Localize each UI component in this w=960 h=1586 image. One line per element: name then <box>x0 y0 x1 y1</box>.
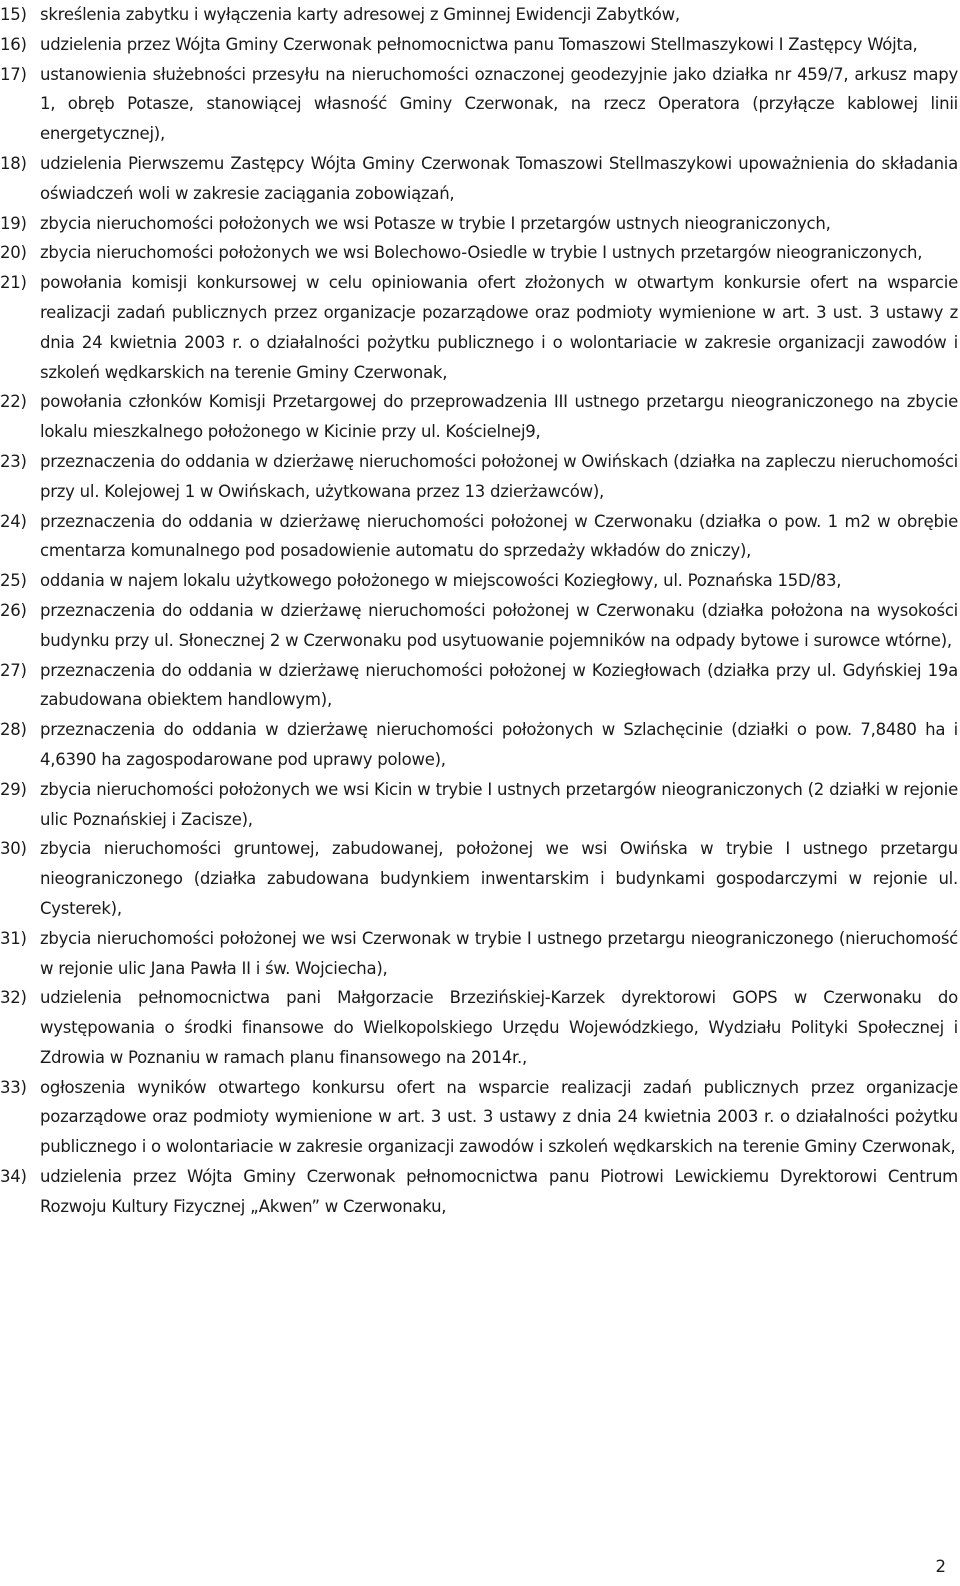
item-number: 28) <box>0 720 27 740</box>
item-text: zbycia nieruchomości położonych we wsi Kicin w trybie I ustnych przetargów nieograniczonych (2 działki w rejonie ulic Poznańskiej i Zacisze), <box>40 779 958 829</box>
list-item <box>0 715 958 775</box>
list-item <box>0 238 958 268</box>
item-text: zbycia nieruchomości położonych we wsi Potasze w trybie I przetargów ustnych nieograniczonych, <box>40 213 831 233</box>
item-number: 33) <box>0 1077 27 1097</box>
item-number: 27) <box>0 660 27 680</box>
list-item <box>0 447 958 507</box>
item-text: skreślenia zabytku i wyłączenia karty adresowej z Gminnej Ewidencji Zabytków, <box>40 5 680 24</box>
list-item <box>0 1073 958 1162</box>
item-text: udzielenia Pierwszemu Zastępcy Wójta Gminy Czerwonak Tomaszowi Stellmaszykowi upoważnienia do składania oświadczeń woli w zakresie zaciągania zobowiązań, <box>40 153 958 203</box>
list-item <box>0 924 958 984</box>
list-item <box>0 209 958 239</box>
list-item <box>0 30 958 60</box>
item-text: udzielenia pełnomocnictwa pani Małgorzacie Brzezińskiej-Karzek dyrektorowi GOPS w Czerwonaku do występowania o środki finansowe do Wielkopolskiego Urzędu Wojewódzkiego, Wydziału Polityki Społecznej i Zdrowia w Poznaniu w ramach planu finansowego na 2014r., <box>40 988 958 1067</box>
item-text: ustanowienia służebności przesyłu na nieruchomości oznaczonej geodezyjnie jako działka nr 459/7, arkusz mapy 1, obręb Potasze, stanowiącej własność Gminy Czerwonak, na rzecz Operatora (przyłącze kablowej linii energetycznej), <box>40 64 958 144</box>
item-text: zbycia nieruchomości położonej we wsi Czerwonak w trybie I ustnego przetargu nieograniczonego (nieruchomość w rejonie ulic Jana Pawła II i św. Wojciecha), <box>40 928 958 978</box>
list-item <box>0 834 958 923</box>
item-number: 23) <box>0 451 27 471</box>
item-text: zbycia nieruchomości położonych we wsi Bolechowo-Osiedle w trybie I ustnych przetargów nieograniczonych, <box>40 243 923 263</box>
list-item <box>0 268 958 387</box>
item-number: 32) <box>0 988 27 1008</box>
list-item <box>0 1162 958 1222</box>
item-number: 25) <box>0 571 27 591</box>
list-item <box>0 596 958 656</box>
item-text: przeznaczenia do oddania w dzierżawę nieruchomości położonej w Koziegłowach (działka przy ul. Gdyńskiej 19a zabudowana obiektem handlowym), <box>40 660 958 710</box>
item-text: przeznaczenia do oddania w dzierżawę nieruchomości położonej w Czerwonaku (działka położona na wysokości budynku przy ul. Słonecznej 2 w Czerwonaku pod usytuowanie pojemników na odpady bytowe i surowce wtórne), <box>40 600 958 650</box>
item-number: 22) <box>0 392 27 412</box>
item-number: 31) <box>0 928 27 948</box>
item-text: oddania w najem lokalu użytkowego położonego w miejscowości Koziegłowy, ul. Poznańska 15D/83, <box>40 571 842 591</box>
item-number: 20) <box>0 243 27 263</box>
item-number: 29) <box>0 779 27 799</box>
item-number: 34) <box>0 1167 27 1187</box>
item-number: 16) <box>0 34 27 54</box>
list-item <box>0 566 958 596</box>
item-text: przeznaczenia do oddania w dzierżawę nieruchomości położonych w Szlachęcinie (działki o pow. 7,8480 ha i 4,6390 ha zagospodarowane pod uprawy polowe), <box>40 720 958 769</box>
list-item <box>0 656 958 716</box>
item-number: 26) <box>0 600 27 620</box>
item-text: przeznaczenia do oddania w dzierżawę nieruchomości położonej w Owińskach (działka na zapleczu nieruchomości przy ul. Kolejowej 1 w Owińskach, użytkowana przez 13 dzierżawców), <box>40 451 958 501</box>
list-item <box>0 507 958 567</box>
item-number: 15) <box>0 5 27 24</box>
item-number: 21) <box>0 273 27 293</box>
item-number: 17) <box>0 64 27 84</box>
item-text: ogłoszenia wyników otwartego konkursu ofert na wsparcie realizacji zadań publicznych przez organizacje pozarządowe oraz podmioty wymienione w art. 3 ust. 3 ustawy z dnia 24 kwietnia 2003 r. o działalności pożytku publicznego i o wolontariacie w zakresie organizacji zawodów i szkoleń wędkarskich na terenie Gminy Czerwonak, <box>40 1077 958 1157</box>
list-item <box>0 983 958 1072</box>
list-item <box>0 149 958 209</box>
list-item <box>0 0 958 30</box>
item-text: zbycia nieruchomości gruntowej, zabudowanej, położonej we wsi Owińska w trybie I ustnego przetargu nieograniczonego (działka zabudowana budynkiem inwentarskim i budynkami gospodarczymi w rejonie ul. Cysterek), <box>40 839 958 918</box>
list-item <box>0 775 958 835</box>
item-number: 30) <box>0 839 27 859</box>
item-text: powołania członków Komisji Przetargowej do przeprowadzenia III ustnego przetargu nieograniczonego na zbycie lokalu mieszkalnego położonego w Kicinie przy ul. Kościelnej9, <box>40 392 958 442</box>
item-number: 24) <box>0 511 27 531</box>
item-text: powołania komisji konkursowej w celu opiniowania ofert złożonych w otwartym konkursie ofert na wsparcie realizacji zadań publicznych przez organizacje pozarządowe oraz podmioty wymienione w art. 3 ust. 3 ustawy z dnia 24 kwietnia 2003 r. o działalności pożytku publicznego i o wolontariacie w zakresie organizacji zawodów i szkoleń wędkarskich na terenie Gminy Czerwonak, <box>40 273 958 382</box>
list-item <box>0 387 958 447</box>
item-text: przeznaczenia do oddania w dzierżawę nieruchomości położonej w Czerwonaku (działka o pow. 1 m2 w obrębie cmentarza komunalnego pod posadowienie automatu do sprzedaży wkładów do zniczy), <box>40 511 958 561</box>
item-number: 19) <box>0 213 27 233</box>
page-number: 2 <box>935 1557 946 1576</box>
item-text: udzielenia przez Wójta Gminy Czerwonak pełnomocnictwa panu Piotrowi Lewickiemu Dyrektorowi Centrum Rozwoju Kultury Fizycznej „Akwen” w Czerwonaku, <box>40 1167 958 1216</box>
list-item <box>0 60 958 149</box>
item-number: 18) <box>0 153 27 173</box>
item-text: udzielenia przez Wójta Gminy Czerwonak pełnomocnictwa panu Tomaszowi Stellmaszykowi I Zastępcy Wójta, <box>40 34 918 54</box>
